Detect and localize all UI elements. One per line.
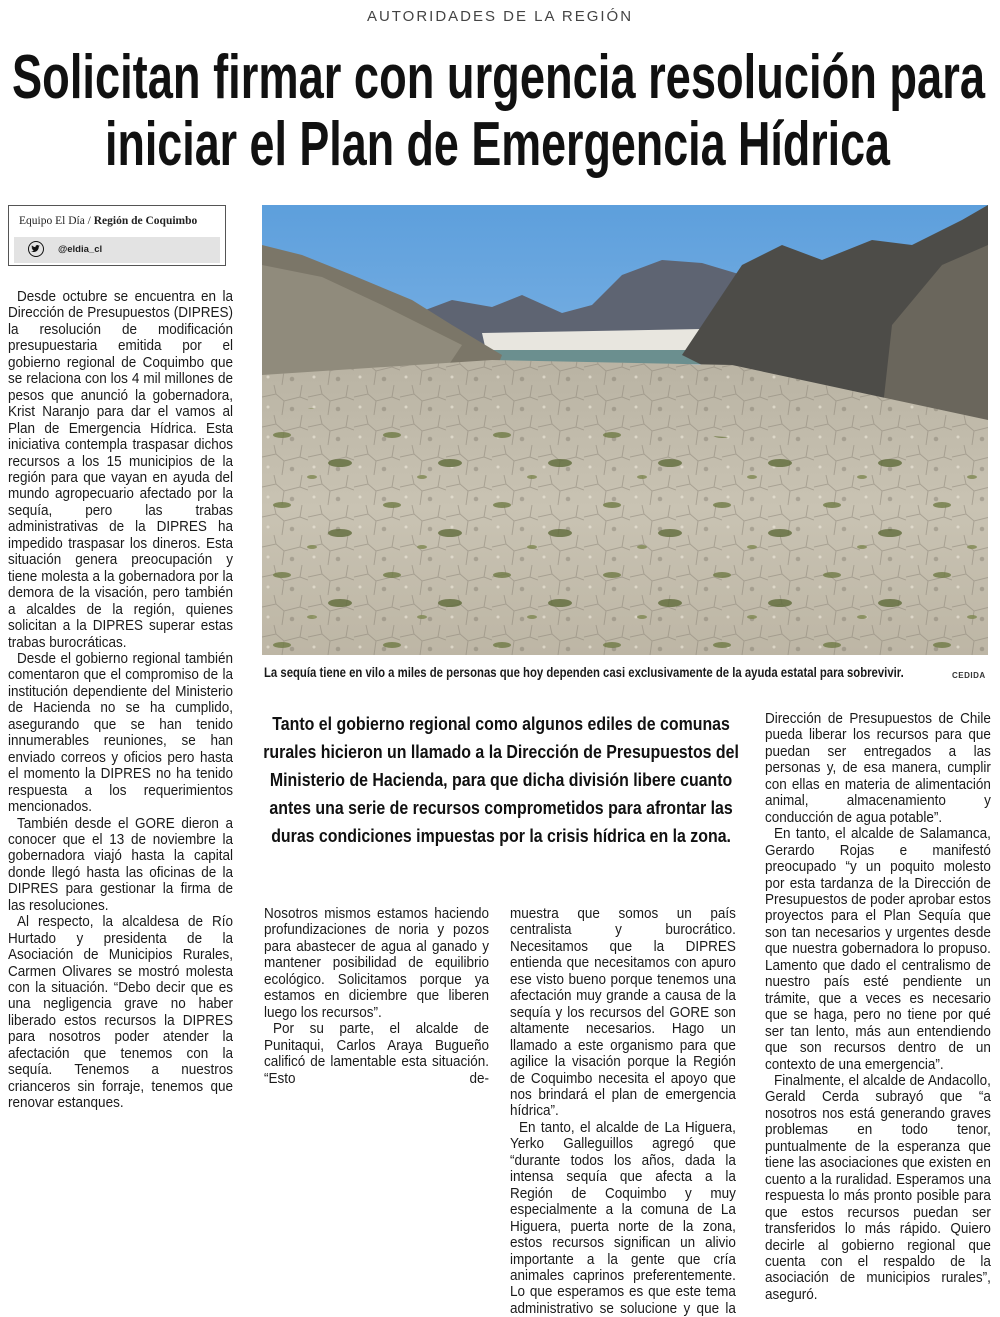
byline-box	[8, 205, 226, 266]
headline-line-2: iniciar el Plan de Emergencia Hídrica	[105, 110, 891, 179]
paragraph: Por su parte, el alcalde de Punitaqui, Carlos Araya Bugueño calificó de lamentable esta situación. “Esto de-	[264, 1020, 489, 1087]
pull-quote-text: Tanto el gobierno regional como algunos ediles de comunas rurales hicieron un llamado a la Dirección de Presupuestos del Ministerio de Hacienda, para que dicha división libere cuanto antes una serie de recursos comprometidos para afrontar las duras condiciones impuestas por la crisis hídrica en la zona.	[263, 713, 739, 846]
photo-credit: CEDIDA	[952, 671, 986, 680]
article-column-1	[8, 289, 233, 1112]
article-column-3	[510, 906, 736, 1317]
paragraph: muestra que somos un país centralista y burocrático. Necesitamos que la DIPRES entienda que necesitamos con apuro ese visto bueno porque tenemos una afectación muy grande a causa de la sequía y los recursos del GORE son altamente necesarios. Hago un llamado a este organismo para que agilice la visación porque la Región de Coquimbo necesita el apoyo que nos brindará el plan de emergencia hídrica”.	[510, 905, 736, 1120]
headline-line-1: Solicitan firmar con urgencia resolución para	[12, 43, 986, 112]
paragraph: En tanto, el alcalde de La Higuera, Yerko Galleguillos agregó que “durante todos los años, dada la intensa sequía que afecta a la Región de Coquimbo y muy especialmente a la comuna de La Higuera, puerta norte de la zona, estos recursos significan un alivio importante a la gente que cría animales caprinos preferentemente. Lo que esperamos es que este tema administrativo se solucione y que la	[510, 1118, 736, 1317]
section-kicker: AUTORIDADES DE LA REGIÓN	[366, 8, 634, 25]
headline	[0, 30, 1000, 190]
drought-reservoir-photo	[262, 205, 988, 655]
paragraph: En tanto, el alcalde de Salamanca, Gerardo Rojas e manifestó preocupado “y un poquito molesto por esta tardanza de la Dirección de Presupuestos de poder aprobar estos proyectos para el Plan Sequía que son tan necesarios y urgentes desde que nuestra gobernadora lo propuso. Lamento que dado el centralismo de nuestro país esté pendiente un trámite, que a veces es necesario que se haga, pero no tiene por qué ser tan lento, más aun entendiendo que son recursos dentro de un contexto de una emergencia”.	[765, 825, 991, 1073]
twitter-icon	[28, 241, 44, 257]
photo-caption: La sequía tiene en vilo a miles de personas que hoy dependen casi exclusivamente de la ayuda estatal para sobrevivir.	[264, 665, 904, 680]
paragraph: Dirección de Presupuestos de Chile pueda liberar los recursos para que puedan ser entregados a las personas y, de esa manera, cumplir con ellas en materia de alimentación animal, almacenamiento y conducción de agua potable”.	[765, 710, 991, 826]
paragraph: Al respecto, la alcaldesa de Río Hurtado y presidenta de la Asociación de Municipios Rurales, Carmen Olivares se mostró molesta con la situación. “Debo decir que es una negligencia grave no haber liberado estos recursos la DIPRES para nosotros poder atender la afectación que tenemos con la sequía. Tenemos a nuestros crianceros sin forraje, tenemos que renovar estanques.	[8, 913, 233, 1112]
twitter-handle: @eldia_cl	[58, 244, 103, 255]
paragraph: También desde el GORE dieron a conocer que el 13 de noviembre la gobernadora viajó hasta la capital donde llegó hasta las oficinas de la DIPRES para gestionar la firma de las resoluciones.	[8, 814, 233, 914]
article-column-2	[264, 906, 489, 1087]
section-name: Región de Coquimbo	[93, 215, 198, 227]
article-column-4	[765, 711, 991, 1303]
pull-quote	[262, 710, 740, 850]
paragraph: Finalmente, el alcalde de Andacollo, Gerald Cerda subrayó que “a nosotros nos está generando graves problemas en todo tenor, puntualmente de la esperanza que tiene las asociaciones que existen en cuento a la ruralidad. Esperamos una respuesta lo más pronto posible para que estos recursos puedan ser transferidos lo más rápido. Quiero decirle al gobierno regional que cuenta con el respaldo de la asociación de municipios rurales”, aseguró.	[765, 1071, 991, 1303]
author: Equipo El Día /	[19, 215, 91, 227]
byline	[19, 215, 197, 227]
paragraph: Desde octubre se encuentra en la Dirección de Presupuestos (DIPRES) la resolución de modificación presupuestaria emitida por el gobierno regional de Coquimbo que se relaciona con los 4 mil millones de pesos que anunció la gobernadora, Krist Naranjo para dar el vamos al Plan de Emergencia Hídrica. Esta iniciativa contempla traspasar dichos recursos a los 15 municipios de la región para que vayan en ayuda del mundo agropecuario afectado por la sequía, pero las trabas administrativas de la DIPRES ha impedido traspasar los dineros. Esta situación genera preocupación y tiene molesta a la gobernadora por la demora de la visación, pero también a alcaldes de la región, quienes solicitan a la DIPRES superar estas trabas burocráticas.	[8, 288, 233, 651]
social-bar	[14, 237, 220, 263]
paragraph: Desde el gobierno regional también comentaron que el compromiso de la institución dependiente del Ministerio de Hacienda no se ha cumplido, asegurando que se han tenido innumerables reuniones, se han enviado correos y oficios pero hasta el momento la DIPRES no ha tenido respuesta a los requerimientos mencionados.	[8, 649, 233, 816]
paragraph: Nosotros mismos estamos haciendo profundizaciones de noria y pozos para abastecer de agua al ganado y mantener posibilidad de equilibrio ecológico. Solicitamos porque ya estamos en diciembre que liberen luego los recursos”.	[264, 905, 489, 1021]
